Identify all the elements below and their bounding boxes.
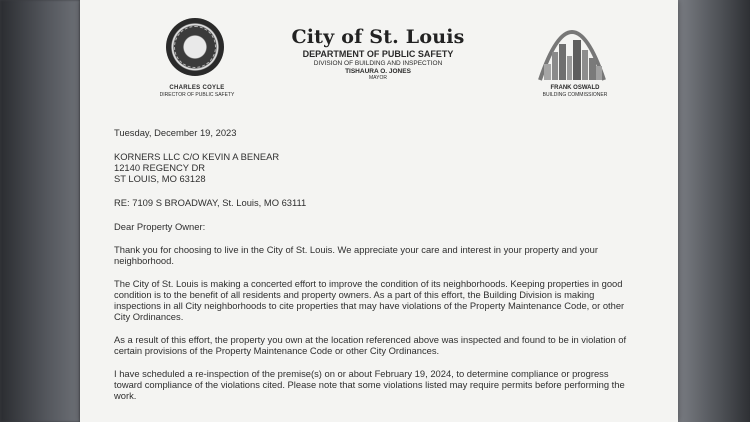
letterhead-center <box>268 26 488 81</box>
city-title: City of St. Louis <box>291 26 465 48</box>
background-blur-left <box>0 0 80 422</box>
paragraph-4-line: I have scheduled a re-inspection of the premise(s) on or about February 19, 2024, to determine compliance or progress <box>114 368 609 379</box>
paragraph-2-line: The City of St. Louis is making a concerted effort to improve the condition of its neighborhoods. Keeping properties in good <box>114 278 623 289</box>
paragraph-3-line: As a result of this effort, the property you own at the location referenced above was inspected and found to be in violation of <box>114 334 627 345</box>
gateway-arch-skyline-icon <box>532 14 612 82</box>
right-official-title: BUILDING COMMISSIONER <box>542 92 608 98</box>
paragraph-1-line: neighborhood. <box>114 255 174 266</box>
paragraph-2-line: City Ordinances. <box>114 311 184 322</box>
right-official-name: FRANK OSWALD <box>550 85 600 91</box>
paragraph-2-line: condition is to the benefit of all residents and property owners. As a part of this effort, the Building Division is making <box>114 289 595 300</box>
mayor-name: TISHAURA O. JONES <box>345 68 411 75</box>
left-official-block <box>132 85 262 98</box>
left-official-name: CHARLES COYLE <box>169 85 225 91</box>
paragraph-1-line: Thank you for choosing to live in the City of St. Louis. We appreciate your care and interest in your property and your <box>114 244 598 255</box>
mayor-title: MAYOR <box>369 75 387 81</box>
recipient-line: ST LOUIS, MO 63128 <box>114 173 206 184</box>
seal-ring <box>174 26 216 68</box>
left-official-title: DIRECTOR OF PUBLIC SAFETY <box>159 92 235 98</box>
city-seal-icon <box>166 18 224 76</box>
background-blur-right <box>678 0 750 422</box>
division-name: DIVISION OF BUILDING AND INSPECTION <box>313 60 443 67</box>
paragraph-4-line: toward compliance of the violations cited. Please note that some violations listed may require permits before performing the <box>114 379 625 390</box>
paragraph-2-line: inspections in all City neighborhoods to cite properties that may have violations of the Property Maintenance Code, or other <box>114 300 625 311</box>
paragraph-4-line: work. <box>114 390 137 401</box>
letter-body <box>114 127 674 401</box>
letter-page <box>80 0 678 422</box>
recipient-line: 12140 REGENCY DR <box>114 162 206 173</box>
letter-date: Tuesday, December 19, 2023 <box>114 127 237 138</box>
department-name: DEPARTMENT OF PUBLIC SAFETY <box>302 49 454 59</box>
recipient-line: KORNERS LLC C/O KEVIN A BENEAR <box>114 151 280 162</box>
paragraph-3-line: certain provisions of the Property Maintenance Code or other City Ordinances. <box>114 345 440 356</box>
salutation: Dear Property Owner: <box>114 221 206 232</box>
right-official-block <box>520 85 630 98</box>
re-line: RE: 7109 S BROADWAY, St. Louis, MO 63111 <box>114 197 307 208</box>
